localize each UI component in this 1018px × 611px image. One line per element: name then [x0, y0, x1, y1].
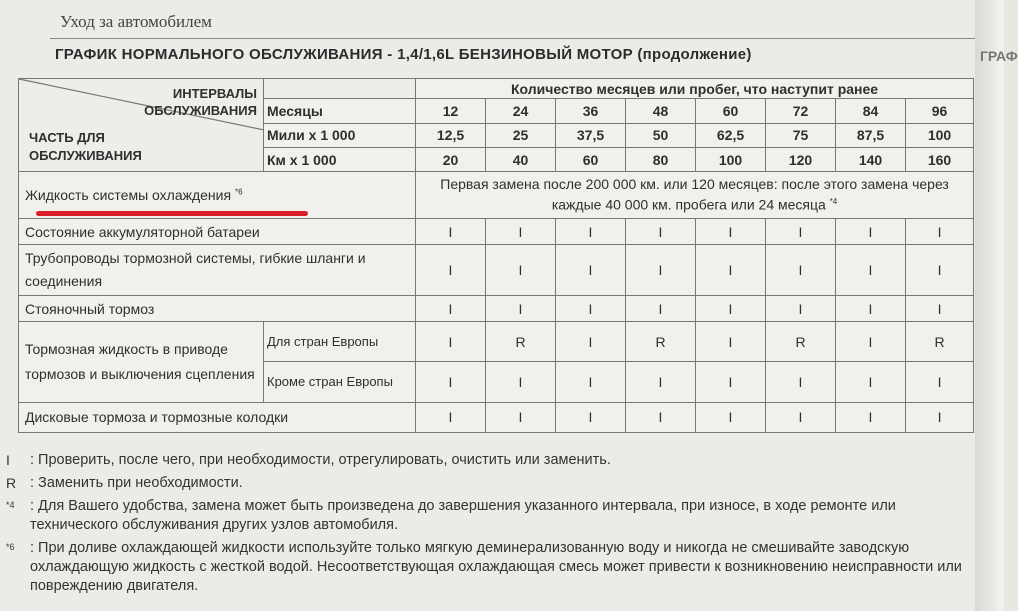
- months-value: 12: [416, 99, 486, 123]
- schedule-mark: I: [626, 361, 696, 402]
- miles-value: 100: [906, 123, 974, 147]
- schedule-mark: I: [906, 218, 974, 244]
- miles-value: 25: [486, 123, 556, 147]
- coolant-note-mark: *4: [829, 197, 838, 207]
- km-value: 20: [416, 147, 486, 171]
- schedule-mark: R: [486, 322, 556, 362]
- coolant-footnote-mark: *6: [234, 187, 243, 197]
- schedule-mark: I: [486, 296, 556, 322]
- km-label: Км x 1 000: [264, 147, 416, 171]
- schedule-mark: I: [486, 218, 556, 244]
- schedule-mark: R: [626, 322, 696, 362]
- months-value: 48: [626, 99, 696, 123]
- brake-lines-item: Трубопроводы тормозной системы, гибкие шланги и соединения: [19, 245, 416, 296]
- schedule-mark: I: [766, 361, 836, 402]
- table-corner-cell: [19, 79, 264, 172]
- miles-label: Мили x 1 000: [264, 123, 416, 147]
- next-page-edge: [975, 0, 1004, 611]
- legend: [0, 451, 975, 600]
- schedule-mark: I: [766, 218, 836, 244]
- schedule-mark: I: [556, 296, 626, 322]
- schedule-mark: I: [696, 296, 766, 322]
- schedule-mark: I: [486, 245, 556, 296]
- header-rule: [50, 38, 975, 39]
- schedule-mark: I: [766, 402, 836, 433]
- schedule-mark: I: [626, 402, 696, 433]
- schedule-mark: I: [696, 245, 766, 296]
- battery-item: Состояние аккумуляторной батареи: [19, 218, 416, 244]
- schedule-mark: I: [696, 322, 766, 362]
- miles-value: 50: [626, 123, 696, 147]
- km-value: 160: [906, 147, 974, 171]
- schedule-mark: I: [486, 361, 556, 402]
- schedule-mark: R: [906, 322, 974, 362]
- schedule-mark: I: [416, 361, 486, 402]
- schedule-mark: I: [906, 296, 974, 322]
- schedule-mark: I: [416, 245, 486, 296]
- schedule-mark: I: [696, 361, 766, 402]
- schedule-mark: I: [416, 296, 486, 322]
- page-title: ГРАФИК НОРМАЛЬНОГО ОБСЛУЖИВАНИЯ - 1,4/1,6L БЕНЗИНОВЫЙ МОТОР (продолжение): [55, 46, 752, 63]
- legend-text: : Заменить при необходимости.: [30, 475, 243, 491]
- legend-item: [0, 497, 975, 535]
- schedule-mark: I: [906, 402, 974, 433]
- schedule-mark: I: [556, 245, 626, 296]
- schedule-mark: I: [556, 361, 626, 402]
- legend-item: [0, 539, 975, 596]
- schedule-mark: I: [836, 402, 906, 433]
- corner-intervals-label: ИНТЕРВАЛЫ ОБСЛУЖИВАНИЯ: [144, 86, 257, 118]
- coolant-highlight-underline: [36, 211, 308, 216]
- schedule-mark: I: [766, 296, 836, 322]
- brake-fluid-item: Тормозная жидкость в приводе тормозов и выключения сцепления: [19, 322, 264, 402]
- schedule-mark: I: [696, 218, 766, 244]
- schedule-mark: I: [626, 245, 696, 296]
- schedule-mark: I: [696, 402, 766, 433]
- running-head: Уход за автомобилем: [60, 12, 212, 31]
- disc-brakes-item: Дисковые тормоза и тормозные колодки: [19, 402, 416, 433]
- months-value: 36: [556, 99, 626, 123]
- schedule-mark: I: [416, 322, 486, 362]
- legend-item: [0, 451, 975, 470]
- months-value: 72: [766, 99, 836, 123]
- schedule-mark: I: [626, 218, 696, 244]
- coolant-label: Жидкость системы охлаждения: [25, 187, 232, 204]
- legend-text: : При доливе охлаждающей жидкости используйте только мягкую деминерализованную воду и никогда не смешивайте заводскую охлаждающую жидкость с жесткой водой. Несоответствующая охлаждающая смесь может привести к возникновению неисправности или повреждению двигателя.: [30, 540, 962, 594]
- schedule-mark: I: [556, 218, 626, 244]
- parking-brake-item: Стояночный тормоз: [19, 296, 416, 322]
- months-value: 60: [696, 99, 766, 123]
- coolant-note: Первая замена после 200 000 км. или 120 месяцев: после этого замена через каждые 40 000 км. пробега или 24 месяца $^{*4}$: [416, 172, 974, 219]
- next-page-title-fragment: ГРАФ: [980, 48, 1018, 64]
- miles-value: 62,5: [696, 123, 766, 147]
- km-value: 100: [696, 147, 766, 171]
- maintenance-schedule-table: [18, 78, 974, 433]
- months-value: 84: [836, 99, 906, 123]
- schedule-mark: I: [416, 218, 486, 244]
- km-value: 80: [626, 147, 696, 171]
- brake-fluid-europe-label: Для стран Европы: [264, 322, 416, 362]
- miles-value: 75: [766, 123, 836, 147]
- schedule-mark: I: [486, 402, 556, 433]
- miles-value: 87,5: [836, 123, 906, 147]
- km-value: 60: [556, 147, 626, 171]
- legend-key: I: [6, 452, 10, 468]
- legend-item: [0, 474, 975, 493]
- schedule-mark: I: [626, 296, 696, 322]
- miles-value: 37,5: [556, 123, 626, 147]
- interval-header: Количество месяцев или пробег, что наступит ранее: [416, 79, 974, 99]
- schedule-mark: I: [836, 245, 906, 296]
- schedule-mark: I: [766, 245, 836, 296]
- legend-text: : Проверить, после чего, при необходимости, отрегулировать, очистить или заменить.: [30, 452, 611, 468]
- miles-value: 12,5: [416, 123, 486, 147]
- months-label: Месяцы: [264, 99, 416, 123]
- months-value: 96: [906, 99, 974, 123]
- brake-fluid-non-europe-label: Кроме стран Европы: [264, 361, 416, 402]
- legend-key: R: [6, 475, 17, 491]
- schedule-mark: I: [556, 322, 626, 362]
- schedule-mark: R: [766, 322, 836, 362]
- legend-text: : Для Вашего удобства, замена может быть произведена до завершения указанного интервала, при износе, в ходе ремонте или технического обслуживания других узлов автомобиля.: [30, 498, 896, 533]
- schedule-mark: I: [836, 296, 906, 322]
- schedule-mark: I: [416, 402, 486, 433]
- km-value: 140: [836, 147, 906, 171]
- schedule-mark: I: [836, 218, 906, 244]
- months-value: 24: [486, 99, 556, 123]
- km-value: 120: [766, 147, 836, 171]
- corner-part-label: ЧАСТЬ ДЛЯ ОБСЛУЖИВАНИЯ: [29, 130, 142, 164]
- km-value: 40: [486, 147, 556, 171]
- schedule-mark: I: [906, 361, 974, 402]
- schedule-mark: I: [836, 361, 906, 402]
- legend-key: *6: [6, 542, 15, 552]
- schedule-mark: I: [556, 402, 626, 433]
- legend-key: *4: [6, 500, 15, 510]
- schedule-mark: I: [906, 245, 974, 296]
- schedule-mark: I: [836, 322, 906, 362]
